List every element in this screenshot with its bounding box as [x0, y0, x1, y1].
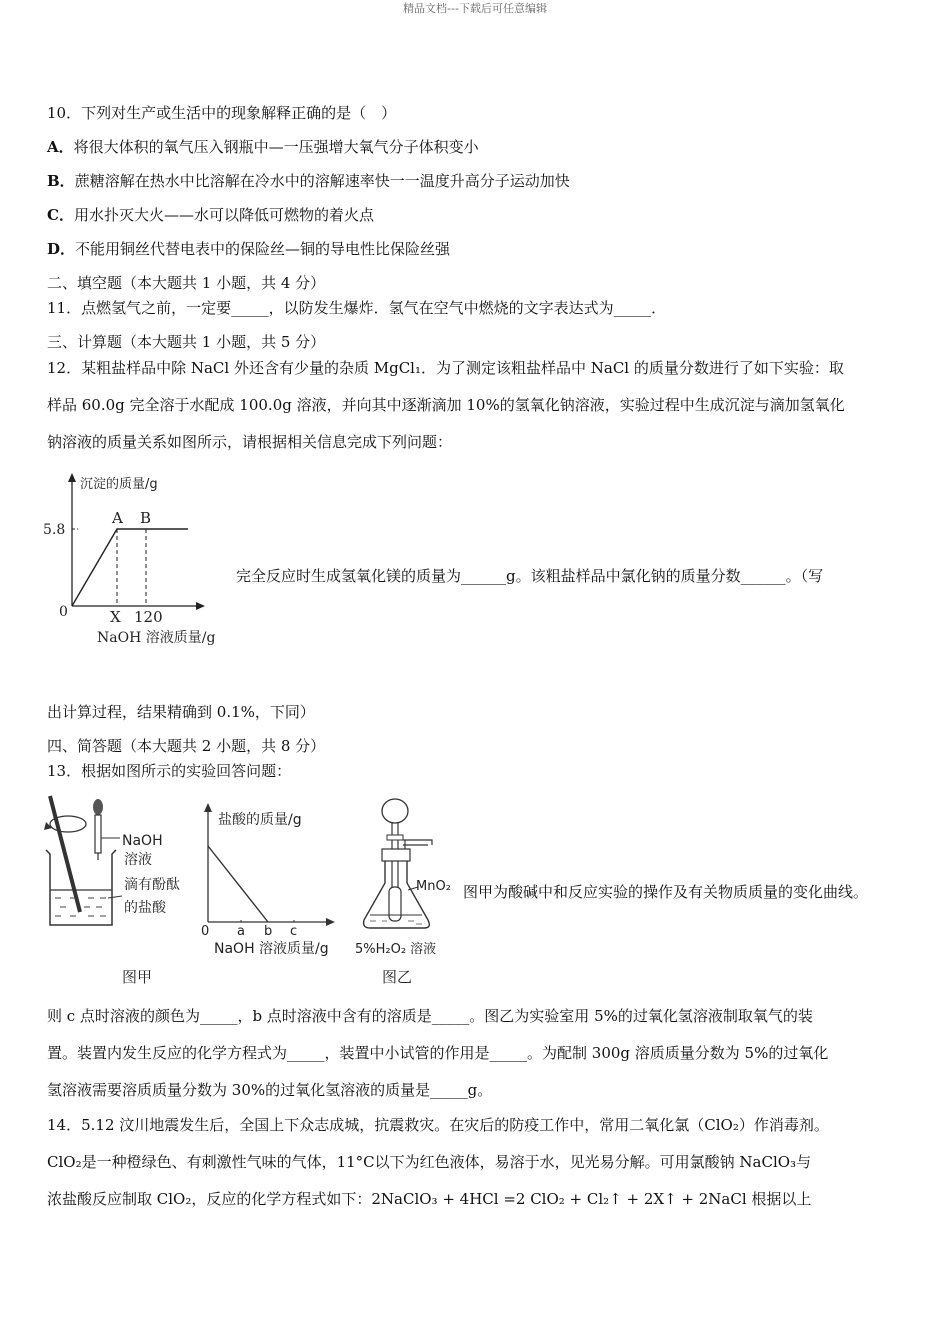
glass-rod: [50, 796, 80, 912]
q13-side-text: 图甲为酸碱中和反应实验的操作及有关物质质量的变化曲线。: [463, 883, 869, 901]
naoh-label: NaOH: [122, 833, 163, 849]
y-axis-arrow-icon: [204, 803, 212, 812]
precipitate-graph: [40, 470, 230, 650]
h2o2-solution-label: 5%H₂O₂ 溶液: [355, 942, 437, 957]
q10-option-c-label: C．: [47, 206, 74, 224]
rubber-stopper: [382, 849, 410, 861]
x-axis-arrow-icon: [196, 602, 205, 610]
tick-c-label: c: [290, 924, 298, 939]
origin-label: 0: [59, 604, 68, 620]
figure-jia-caption: 图甲: [122, 968, 153, 986]
tick-a-label: a: [237, 924, 245, 939]
hydrochloric-acid-label: 的盐酸: [124, 900, 166, 916]
point-b-label: B: [140, 509, 152, 527]
q12-side-text: 完全反应时生成氢氧化镁的质量为______g。该粗盐样品中氯化钠的质量分数______。（写: [236, 567, 824, 585]
acid-pointer: [108, 896, 122, 898]
q14-line-3: 浓盐酸反应制取 ClO₂，反应的化学方程式如下：2NaClO₃ + 4HCl =2 ClO₂ + Cl₂↑ + 2X↑ + 2NaCl 根据以上: [47, 1190, 812, 1208]
figure-jia-beaker: [40, 790, 205, 990]
acid-mass-line: [208, 846, 268, 922]
q13-stem: 13．根据如图所示的实验回答问题：: [47, 762, 292, 780]
x-axis-label: NaOH 溶液质量/g: [214, 941, 329, 957]
acid-mass-graph: [196, 800, 356, 962]
q12-line-1: 12．某粗盐样品中除 NaCl 外还含有少量的杂质 MgCl₁．为了测定该粗盐样品中 NaCl 的质量分数进行了如下实验：取: [47, 359, 844, 377]
q10-option-a-label: A．: [47, 138, 74, 156]
y-axis-label: 沉淀的质量/g: [80, 477, 158, 492]
q10-option-d-label: D．: [47, 240, 76, 258]
q14-line-1: 14．5.12 汶川地震发生后，全国上下众志成城，抗震救灾。在灾后的防疫工作中，常用二氧化氯（ClO₂）作消毒剂。: [47, 1116, 829, 1134]
q12-line-3: 钠溶液的质量关系如图所示，请根据相关信息完成下列问题：: [47, 433, 453, 451]
q10-option-b-text: 蔗糖溶解在热水中比溶解在冷水中的溶解速率快一一温度升高分子运动加快: [74, 172, 570, 190]
q10-option-b-label: B．: [47, 172, 75, 190]
phenolphthalein-label: 滴有酚酞: [124, 877, 180, 893]
figure-yi-apparatus: [352, 795, 462, 990]
y-tick-label: 5.8: [43, 522, 66, 538]
dropper-tube: [95, 815, 101, 853]
point-a-label: A: [112, 509, 123, 527]
q13-line-1: 则 c 点时溶液的颜色为_____，b 点时溶液中含有的溶质是_____。图乙为实验室用 5%的过氧化氢溶液制取氧气的装: [47, 1007, 813, 1025]
y-axis-arrow-icon: [68, 473, 76, 482]
q10-option-d-text: 不能用铜丝代替电表中的保险丝—铜的导电性比保险丝强: [75, 240, 451, 258]
mno2-label: MnO₂: [416, 879, 451, 894]
figure-yi-caption: 图乙: [382, 968, 413, 986]
q10-option-b: [47, 171, 570, 191]
q14-line-2: ClO₂是一种橙绿色、有刺激性气味的气体，11°C以下为红色液体，易溶于水，见光易分解。可用氯酸钠 NaClO₃与: [47, 1153, 812, 1171]
stopcock: [387, 835, 403, 840]
x-tick-x-label: X: [110, 608, 121, 626]
x-axis-label: NaOH 溶液质量/g: [97, 630, 216, 646]
section-short-answer: 四、简答题（本大题共 2 小题，共 8 分）: [47, 737, 326, 755]
q12-line-after: 出计算过程，结果精确到 0.1%，下同）: [47, 703, 315, 721]
q10-option-a: [47, 137, 479, 157]
page-header: 精品文档---下载后可任意编辑: [403, 2, 547, 15]
q10-stem: 10．下列对生产或生活中的现象解释正确的是（ ）: [47, 104, 397, 122]
naoh-solution-label: 溶液: [124, 852, 152, 868]
small-test-tube: [389, 887, 401, 921]
delivery-tube: [403, 840, 432, 845]
tick-b-label: b: [264, 924, 273, 939]
q13-line-3: 氢溶液需要溶质质量分数为 30%的过氧化氢溶液的质量是_____g。: [47, 1081, 493, 1099]
precipitate-curve: [72, 529, 188, 606]
q13-line-2: 置。装置内发生反应的化学方程式为_____，装置中小试管的作用是_____。为配制 300g 溶质质量分数为 5%的过氧化: [47, 1044, 829, 1062]
origin-label: 0: [201, 924, 210, 939]
q12-line-2: 样品 60.0g 完全溶于水配成 100.0g 溶液，并向其中逐渐滴加 10%的氢氧化钠溶液，实验过程中生成沉淀与滴加氢氧化: [47, 396, 845, 414]
q10-option-c-text: 用水扑灭大火——水可以降低可燃物的着火点: [73, 206, 374, 224]
section-fill-in: 二、填空题（本大题共 1 小题，共 4 分）: [47, 274, 326, 292]
q10-option-a-text: 将很大体积的氧气压入钢瓶中—一压强增大氧气分子体积变小: [73, 138, 479, 156]
beaker: [46, 850, 116, 925]
section-calculation: 三、计算题（本大题共 1 小题，共 5 分）: [47, 333, 326, 351]
q10-option-c: [47, 205, 374, 225]
dropper-bulb: [93, 799, 103, 815]
separatory-funnel: [382, 799, 408, 823]
x-tick-120-label: 120: [134, 608, 163, 626]
q11-text: 11．点燃氢气之前，一定要_____，以防发生爆炸．氢气在空气中燃烧的文字表达式为_____．: [47, 299, 667, 317]
x-axis-arrow-icon: [326, 918, 335, 926]
q10-option-d: [47, 239, 450, 259]
y-axis-label: 盐酸的质量/g: [218, 812, 302, 828]
